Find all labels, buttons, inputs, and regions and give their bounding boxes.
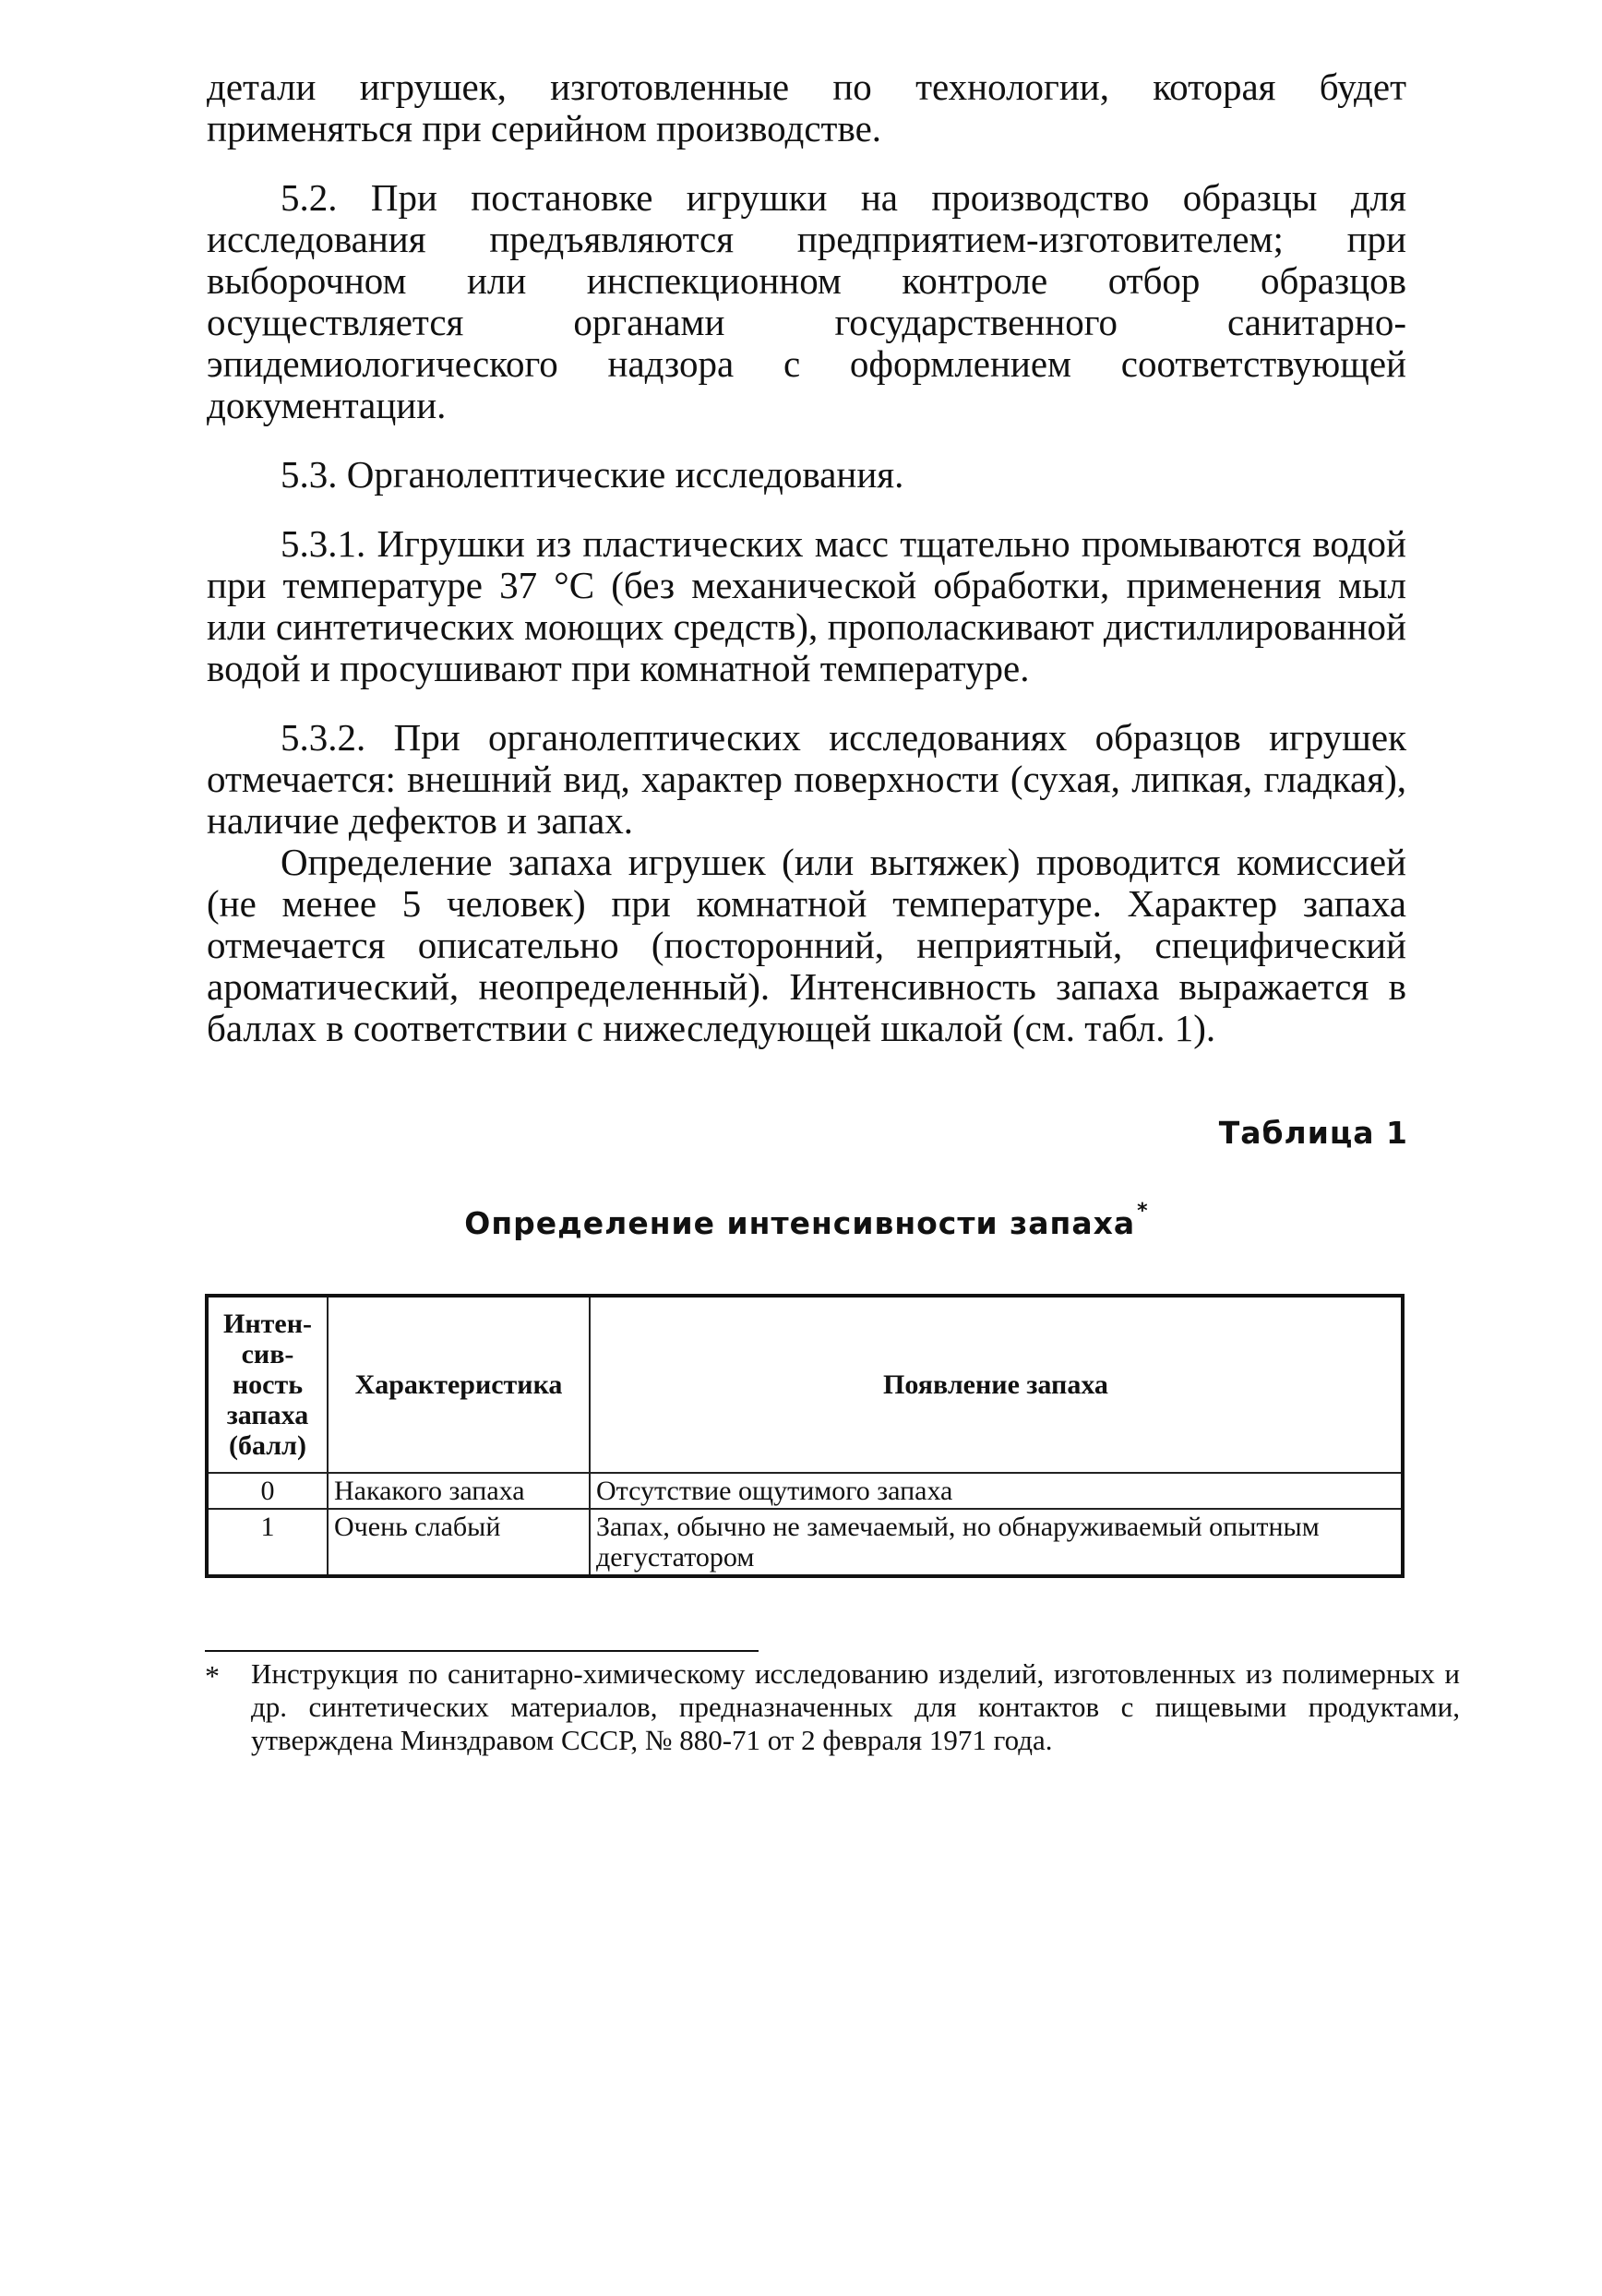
paragraph-continuation: детали игрушек, изготовленные по технологии, которая будет применяться при серийном производстве. <box>207 66 1406 149</box>
footnote-divider <box>205 1650 759 1652</box>
header-intensity: Интен-сив-ность запаха (балл) <box>207 1296 328 1473</box>
body-text <box>207 66 1406 1077</box>
table-title-wrap <box>207 1200 1406 1241</box>
cell-intensity: 1 <box>207 1509 328 1576</box>
table-row <box>207 1473 1403 1509</box>
cell-characteristic: Накакого запаха <box>328 1473 590 1509</box>
cell-appearance: Запах, обычно не замечаемый, но обнаруживаемый опытным дегустатором <box>590 1509 1403 1576</box>
heading-5-3: 5.3. Органолептические исследования. <box>281 453 904 496</box>
header-characteristic: Характеристика <box>328 1296 590 1473</box>
smell-intensity-table <box>205 1294 1405 1578</box>
cell-characteristic: Очень слабый <box>328 1509 590 1576</box>
paragraph-5-3-2: 5.3.2. При органолептических исследованиях образцов игрушек отмечается: внешний вид, характер поверхности (сухая, липкая, гладкая), наличие дефектов и запах. <box>207 716 1406 842</box>
paragraph-5-3-1: 5.3.1. Игрушки из пластических масс тщательно промываются водой при температуре 37 °С (без механической обработки, применения мыл или синтетических моющих средств), прополаскивают дистиллированной водой и просушивают при комнатной температуре. <box>207 522 1406 689</box>
table-label: Таблица 1 <box>1218 1115 1408 1151</box>
table-title-footnote-mark: * <box>1137 1200 1149 1223</box>
table-row <box>207 1509 1403 1576</box>
footnote-text: Инструкция по санитарно-химическому исследованию изделий, изготовленных из полимерных и др. синтетических материалов, предназначенных для контактов с пищевыми продуктами, утверждена Минздравом СССР, № 880-71 от 2 февраля 1971 года. <box>251 1657 1460 1756</box>
table-header-row <box>207 1296 1403 1473</box>
header-appearance: Появление запаха <box>590 1296 1403 1473</box>
cell-appearance: Отсутствие ощутимого запаха <box>590 1473 1403 1509</box>
paragraph-5-2: 5.2. При постановке игрушки на производство образцы для исследования предъявляются предприятием-изготовителем; при выборочном или инспекционном контроле отбор образцов осуществляется органами государственного санитарно-эпидемиологического надзора с оформлением соответствующей документации. <box>207 176 1406 426</box>
cell-intensity: 0 <box>207 1473 328 1509</box>
paragraph-smell-definition: Определение запаха игрушек (или вытяжек) проводится комиссией (не менее 5 человек) при комнатной температуре. Характер запаха отмечается описательно (посторонний, неприятный, специфический ароматический, неопределенный). Интенсивность запаха выражается в баллах в соответствии с нижеследующей шкалой (см. табл. 1). <box>207 841 1406 1049</box>
footnote-mark: * <box>205 1659 220 1692</box>
table-title: Определение интенсивности запаха <box>464 1205 1136 1241</box>
footnote <box>205 1657 1460 1757</box>
